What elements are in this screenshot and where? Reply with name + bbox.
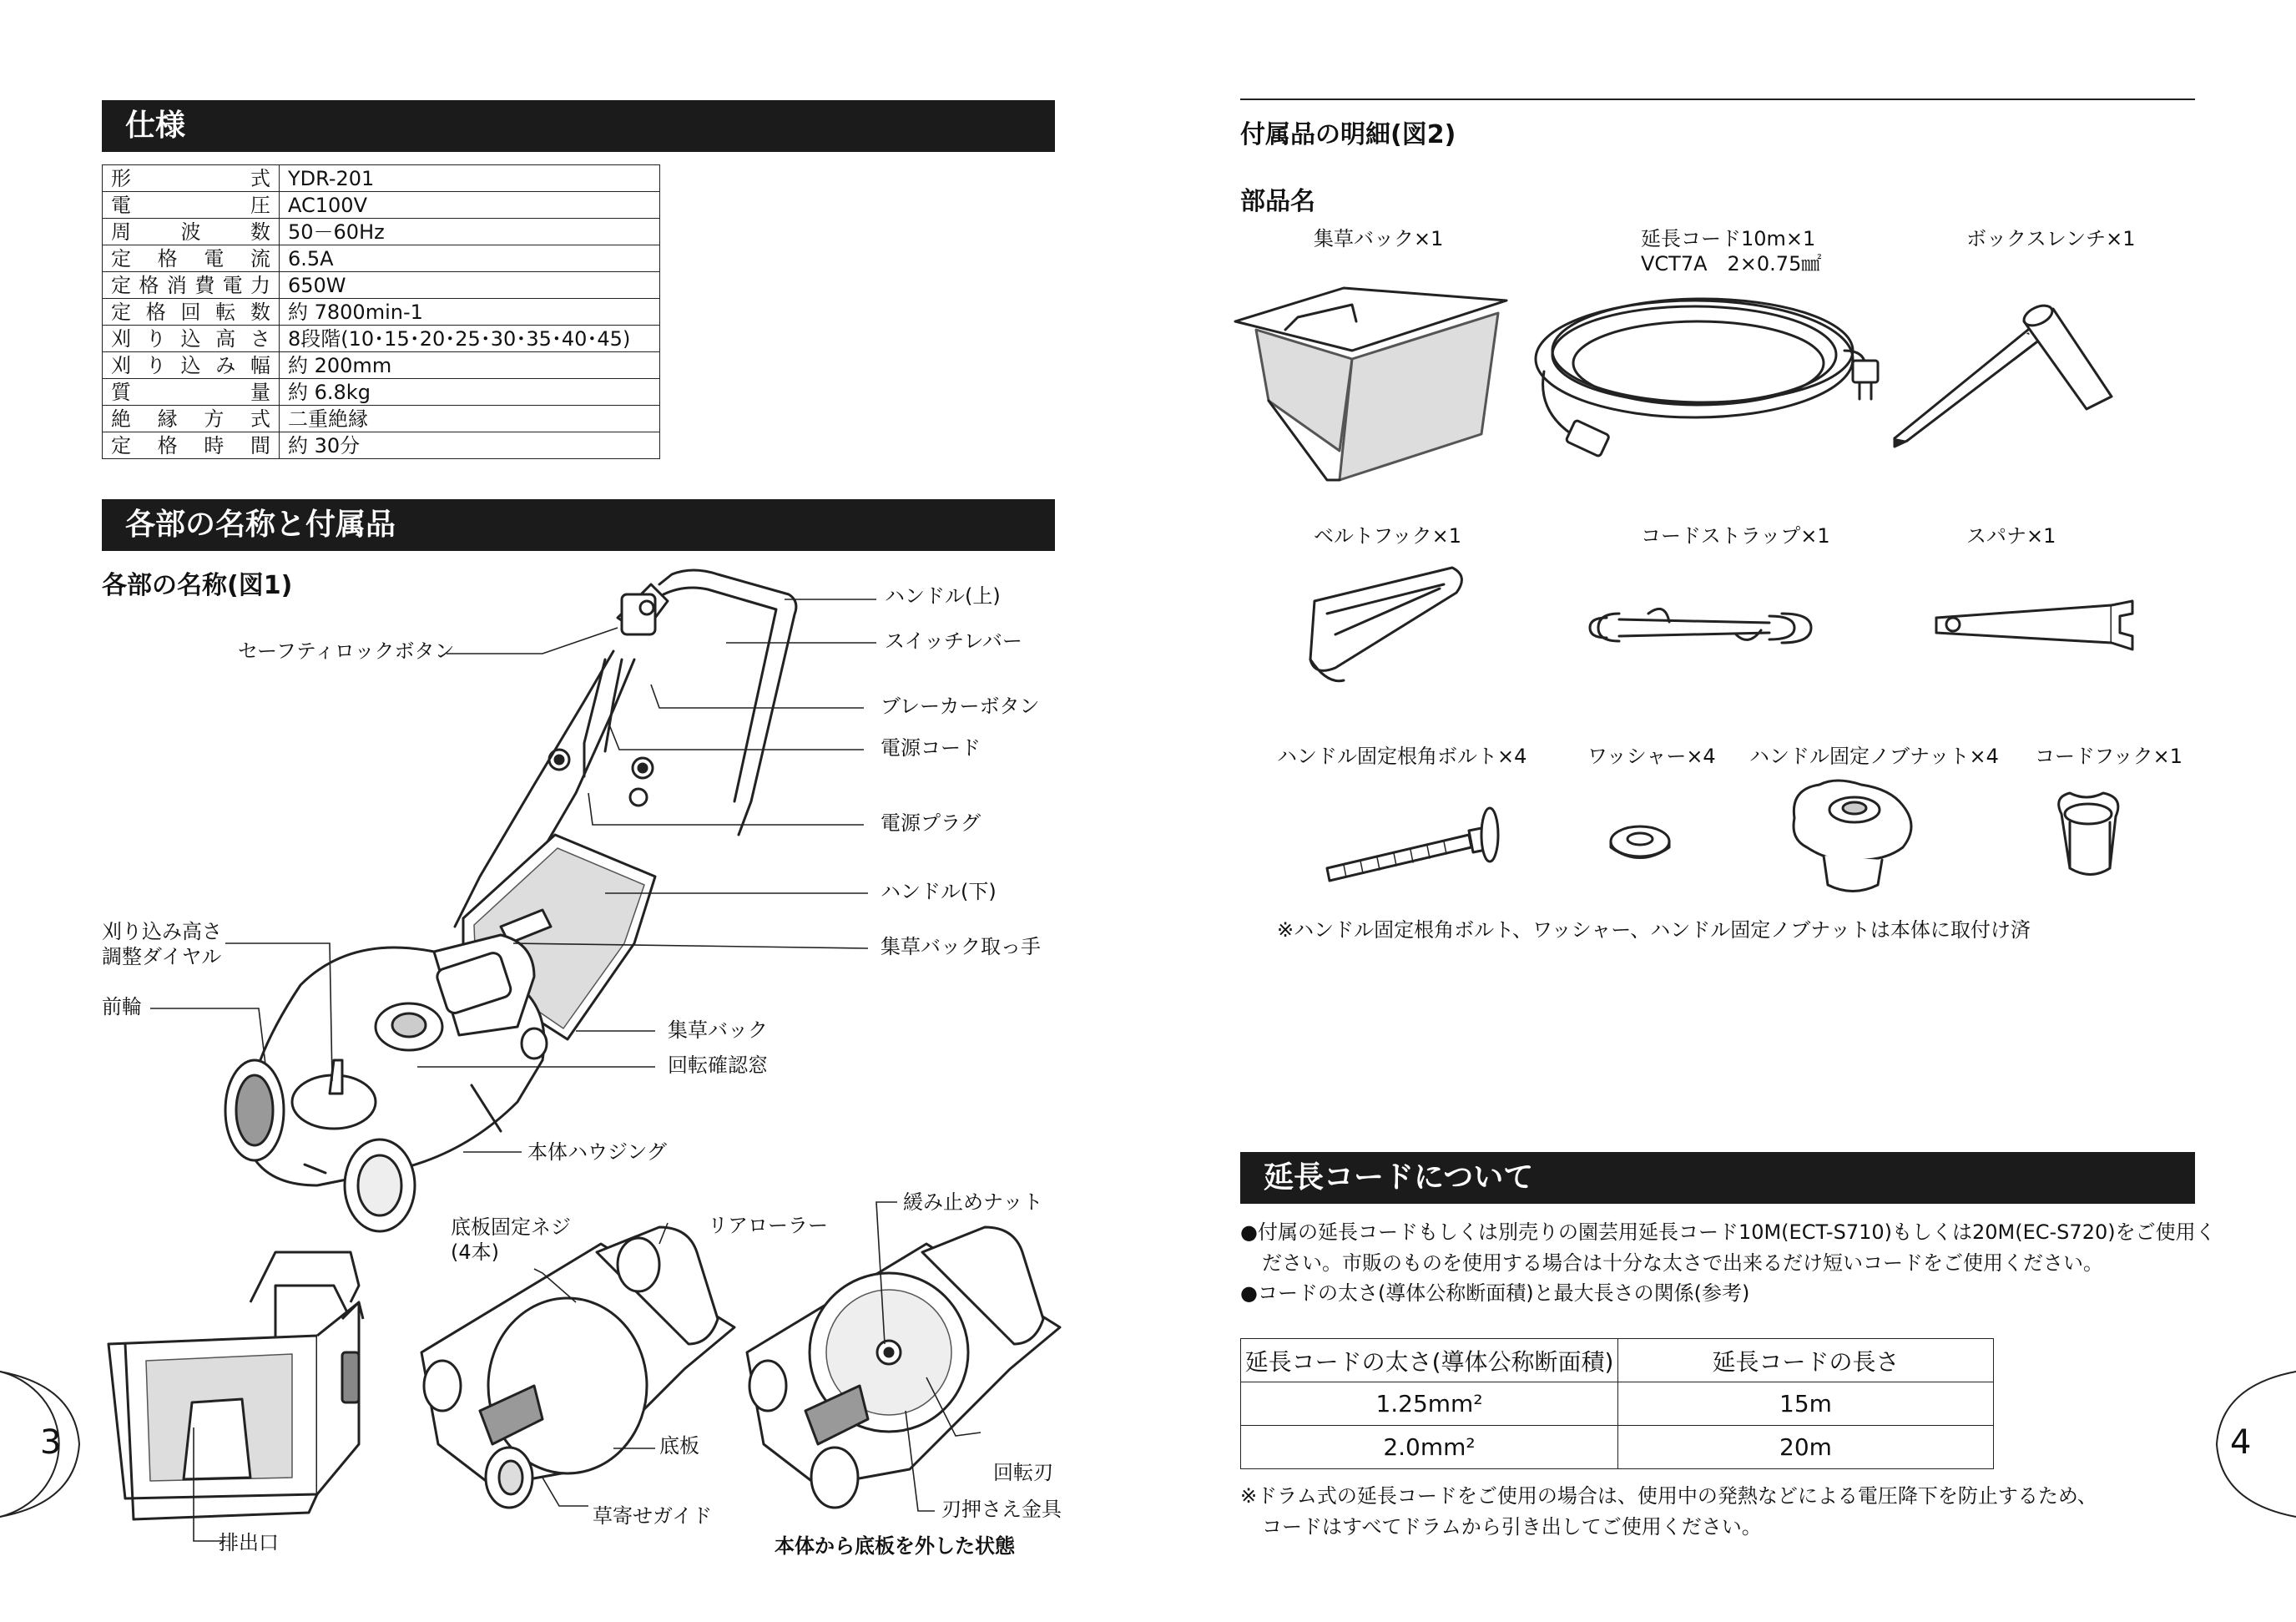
table-cell: 2.0mm² xyxy=(1241,1426,1618,1469)
label-bag-handle: 集草バック取っ手 xyxy=(881,935,1041,958)
spec-key: 電圧 xyxy=(103,192,280,219)
table-cell: 1.25mm² xyxy=(1241,1382,1618,1426)
table-row xyxy=(1241,1339,1994,1382)
label-rotary-blade: 回転刃 xyxy=(993,1461,1053,1484)
table-cell: 15m xyxy=(1618,1382,1994,1426)
acc-cord-label-2: VCT7A 2×0.75㎟ xyxy=(1641,252,1822,275)
label-removed-caption: 本体から底板を外した状態 xyxy=(775,1534,1015,1558)
spec-key: 定格電流 xyxy=(103,245,280,272)
spanner-icon xyxy=(1936,601,2132,649)
table-cell: 20m xyxy=(1618,1426,1994,1469)
spec-value: AC100V xyxy=(280,192,660,219)
acc-bag-label: 集草バック×1 xyxy=(1314,227,1444,250)
acc-cord-hook-label: コードフック×1 xyxy=(2035,745,2182,768)
belt-hook-icon xyxy=(1310,568,1461,681)
cord-strap-icon xyxy=(1590,609,1811,643)
box-wrench-icon xyxy=(1895,301,2112,447)
table-row xyxy=(1241,1426,1994,1469)
acc-cord-strap-label: コードストラップ×1 xyxy=(1641,524,1830,548)
spec-key: 定格時間 xyxy=(103,432,280,459)
acc-bolt-label: ハンドル固定根角ボルト×4 xyxy=(1277,745,1527,768)
spec-value: YDR-201 xyxy=(280,165,660,192)
acc-box-wrench-label: ボックスレンチ×1 xyxy=(1966,227,2136,250)
grass-bag-icon xyxy=(1235,288,1506,480)
label-grass-guide: 草寄せガイド xyxy=(593,1504,713,1528)
acc-note: ※ハンドル固定根角ボルト、ワッシャー、ハンドル固定ノブナットは本体に取付け済 xyxy=(1277,918,2031,942)
acc-belt-hook-label: ベルトフック×1 xyxy=(1314,524,1461,548)
label-rotation-window: 回転確認窓 xyxy=(668,1054,768,1077)
bolt-icon xyxy=(1327,808,1498,881)
label-power-plug: 電源プラグ xyxy=(881,811,981,835)
extension-note-1: ※ドラム式の延長コードをご使用の場合は、使用中の発熱などによる電圧降下を防止するため、 xyxy=(1240,1484,2097,1508)
label-base-screw-1: 底板固定ネジ xyxy=(451,1215,571,1239)
page-number-left: 3 xyxy=(40,1423,62,1462)
acc-washer-label: ワッシャー×4 xyxy=(1587,745,1716,768)
spec-value: 約 7800min-1 xyxy=(280,299,660,326)
knob-nut-icon xyxy=(1794,781,1911,892)
label-handle-upper: ハンドル(上) xyxy=(885,584,1001,608)
spec-key: 刈り込高さ xyxy=(103,326,280,352)
spec-value: 650W xyxy=(280,272,660,299)
label-breaker: ブレーカーボタン xyxy=(881,695,1040,718)
spec-value: 6.5A xyxy=(280,245,660,272)
label-base-screw-2: (4本) xyxy=(451,1241,499,1264)
spec-key: 定格消費電力 xyxy=(103,272,280,299)
accessories-heading: 付属品の明細(図2) xyxy=(1240,120,1456,149)
spec-value: 8段階(10･15･20･25･30･35･40･45) xyxy=(280,326,660,352)
label-grass-bag: 集草バック xyxy=(668,1018,768,1042)
label-blade-clamp: 刃押さえ金具 xyxy=(941,1498,1062,1521)
parts-heading: 各部の名称と付属品 xyxy=(102,499,1055,551)
label-power-cord: 電源コード xyxy=(881,736,981,760)
cord-length-table xyxy=(1240,1338,1994,1469)
cord-hook-icon xyxy=(2059,793,2118,875)
washer-icon xyxy=(1611,826,1669,858)
extension-para-1a: ●付属の延長コードもしくは別売りの園芸用延長コード10M(ECT-S710)もしくは20M(EC-S720)をご使用く xyxy=(1240,1220,2216,1244)
extension-note-2: コードはすべてドラムから引き出してご使用ください。 xyxy=(1262,1515,1762,1539)
parts-subheading: 各部の名称(図1) xyxy=(102,571,293,600)
label-handle-lower: ハンドル(下) xyxy=(881,880,997,903)
accessories-subheading: 部品名 xyxy=(1240,187,1315,216)
label-front-wheel: 前輪 xyxy=(102,995,142,1018)
table-header-cell: 延長コードの長さ xyxy=(1618,1339,1994,1382)
label-rear-roller: リアローラー xyxy=(708,1214,828,1237)
spec-key: 刈り込み幅 xyxy=(103,352,280,379)
label-switch-lever: スイッチレバー xyxy=(885,629,1022,653)
extension-heading: 延長コードについて xyxy=(1240,1152,2195,1204)
label-safety-lock: セーフティロックボタン xyxy=(238,639,455,663)
label-discharge: 排出口 xyxy=(219,1531,279,1554)
label-housing: 本体ハウジング xyxy=(527,1140,667,1164)
label-height-dial-1: 刈り込み高さ xyxy=(102,920,222,943)
acc-knob-nut-label: ハンドル固定ノブナット×4 xyxy=(1749,745,1999,768)
spec-value: 二重絶縁 xyxy=(280,406,660,432)
spec-key: 形式 xyxy=(103,165,280,192)
spec-value: 50－60Hz xyxy=(280,219,660,245)
extension-cord-icon xyxy=(1536,299,1878,457)
spec-value: 約 6.8kg xyxy=(280,379,660,406)
label-lock-nut: 緩み止めナット xyxy=(903,1190,1043,1214)
label-height-dial-2: 調整ダイヤル xyxy=(102,945,222,968)
extension-para-1b: ださい。市販のものを使用する場合は十分な太さで出来るだけ短いコードをご使用ください。 xyxy=(1262,1251,2103,1275)
spec-heading: 仕様 xyxy=(102,100,1055,152)
spec-key: 絶縁方式 xyxy=(103,406,280,432)
spec-value: 約 200mm xyxy=(280,352,660,379)
spec-key: 定格回転数 xyxy=(103,299,280,326)
table-header-cell: 延長コードの太さ(導体公称断面積) xyxy=(1241,1339,1618,1382)
table-row xyxy=(1241,1382,1994,1426)
acc-cord-label-1: 延長コード10m×1 xyxy=(1641,227,1816,250)
page-number-right: 4 xyxy=(2230,1423,2252,1462)
spec-key: 周波数 xyxy=(103,219,280,245)
acc-spanner-label: スパナ×1 xyxy=(1966,524,2056,548)
spec-key: 質量 xyxy=(103,379,280,406)
extension-para-2: ●コードの太さ(導体公称断面積)と最大長さの関係(参考) xyxy=(1240,1281,1750,1305)
label-base-plate: 底板 xyxy=(659,1434,699,1458)
spec-value: 約 30分 xyxy=(280,432,660,459)
